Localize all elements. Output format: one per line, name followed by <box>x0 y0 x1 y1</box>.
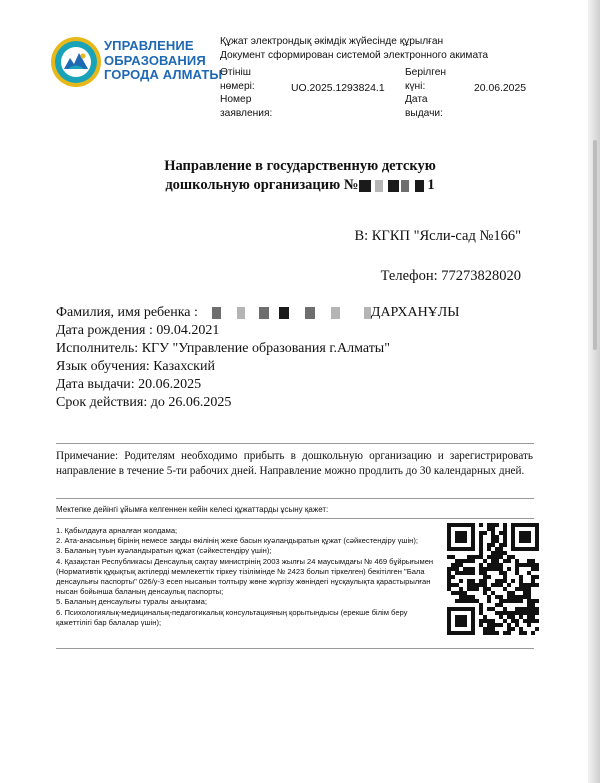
issue-date-label <box>405 66 446 120</box>
almaty-education-logo-icon <box>50 36 102 88</box>
label-line: Номер <box>220 94 252 106</box>
system-notice <box>220 35 488 63</box>
label-line: Өтініш <box>220 67 251 78</box>
redaction <box>364 307 371 319</box>
validity: Срок действия: до 26.06.2025 <box>56 395 232 410</box>
redaction <box>237 307 245 319</box>
phone: Телефон: 77273828020 <box>380 268 521 284</box>
org-name <box>104 39 222 83</box>
scrollbar[interactable] <box>593 140 597 350</box>
org-name-line: УПРАВЛЕНИЕ <box>104 38 194 53</box>
label-line: нөмері: <box>220 80 255 92</box>
language: Язык обучения: Казахский <box>56 359 215 374</box>
child-fields <box>56 304 460 412</box>
org-name-line: ГОРОДА АЛМАТЫ <box>104 67 223 82</box>
page-edge <box>588 0 600 783</box>
redaction <box>259 307 269 319</box>
issue-date: Дата выдачи: 20.06.2025 <box>56 377 202 392</box>
system-notice-kz: Құжат электрондық әкімдік жүйесінде құрылған <box>220 36 444 47</box>
label-line: заявления: <box>220 107 273 119</box>
label-line: выдачи: <box>405 107 443 119</box>
list-item: 4. Қазақстан Республикасы Денсаулық сақтау министрінің 2003 жылғы 24 маусымдағы № 469 бұйрығымен (Нормативтік құқықтық актілерді мемлекеттік тіркеу тізілімінде № 2423 болып тіркелген) бекітілген "Бала денсаулығы паспорты" 026/у-3 есеп нысанын толтыру жөне жүргізу жөніндегі нұсқаулықта қарастырылған нысан бойынша баланың денсаулық паспорты; <box>56 556 434 597</box>
list-item: 2. Ата-анасының бірінің немесе заңды өкілінің жеке басын куәландыратын құжат (сәйкестендіру үшін); <box>56 536 419 546</box>
child-name-visible: ДАРХАНҰЛЫ <box>370 305 460 320</box>
title-line-2 <box>0 176 600 195</box>
redaction <box>359 180 371 192</box>
executor: Исполнитель: КГУ "Управление образования г.Алматы" <box>56 341 390 356</box>
qr-code-icon <box>447 523 539 635</box>
redaction <box>331 307 340 319</box>
birth-date: Дата рождения : 09.04.2021 <box>56 323 220 338</box>
list-item: 6. Психологиялық-медициналық-педагогикалық консультацияның қорытындысы (ерекше білім беру қажеттілігі бар балалар үшін); <box>56 607 408 627</box>
docs-heading: Мектепке дейінгі ұйымға келгеннен кейін келесі құжаттарды ұсыну қажет: <box>56 505 329 514</box>
redaction <box>375 180 383 192</box>
document-title <box>0 157 600 195</box>
divider <box>56 443 534 444</box>
list-item: 5. Баланың денсаулығы туралы анықтама; <box>56 597 207 607</box>
title-line-2-suffix: 1 <box>427 177 435 193</box>
label-line: күні: <box>405 80 426 92</box>
note: Примечание: Родителям необходимо прибыть в дошкольную организацию и зарегистрировать направление в течение 5-ти рабочих дней. Направление можно продлить до 30 календарных дней. <box>56 450 533 477</box>
title-line-2-prefix: дошкольную организацию № <box>165 177 359 193</box>
app-number-value: UO.2025.1293824.1 <box>291 83 385 94</box>
redaction <box>279 307 289 319</box>
app-number-label <box>220 66 272 120</box>
redaction <box>305 307 315 319</box>
redaction <box>415 180 424 192</box>
recipient: В: КГКП "Ясли-сад №166" <box>354 228 521 244</box>
child-name-label: Фамилия, имя ребенка : <box>56 305 198 320</box>
redaction <box>388 180 399 192</box>
child-name-row <box>56 304 460 322</box>
title-line-1: Направление в государственную детскую <box>164 158 436 174</box>
docs-list <box>56 526 434 628</box>
divider <box>56 498 534 499</box>
list-item: 1. Қабылдауға арналған жолдама; <box>56 526 178 535</box>
redaction <box>401 180 409 192</box>
list-item: 3. Баланың туын куәландыратын құжат (сәйкестендіру үшін); <box>56 546 272 556</box>
issue-date-value: 20.06.2025 <box>474 83 527 94</box>
label-line: Дата <box>405 94 428 106</box>
divider <box>56 518 534 519</box>
system-notice-ru: Документ сформирован системой электронного акимата <box>220 50 489 61</box>
redaction <box>212 307 221 319</box>
label-line: Берілген <box>405 67 447 78</box>
org-name-line: ОБРАЗОВАНИЯ <box>104 52 206 68</box>
divider <box>56 648 534 649</box>
